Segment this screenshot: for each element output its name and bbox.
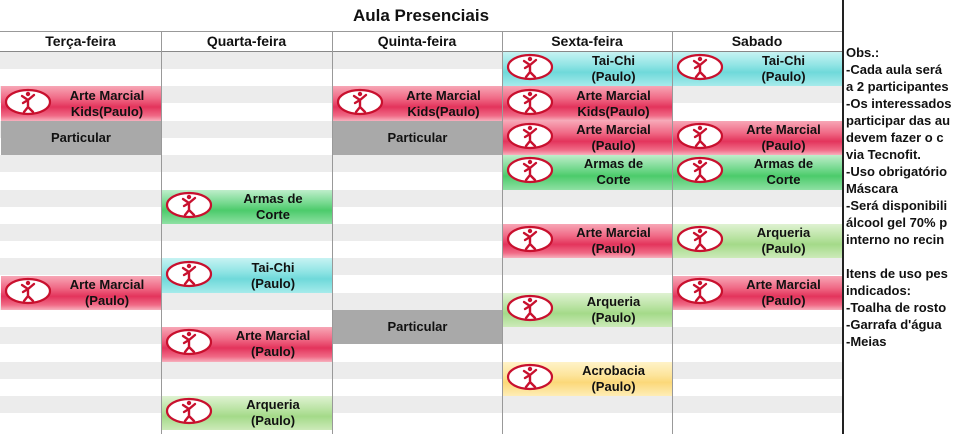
note-line: Itens de uso pes: [846, 266, 948, 281]
class-label-line: Arte Marcial: [576, 225, 651, 241]
note-line: -Uso obrigatório: [846, 164, 948, 179]
class-label-line: Arte Marcial: [576, 121, 651, 137]
class-block: [673, 52, 842, 86]
class-block: [503, 155, 672, 189]
class-label: [725, 121, 842, 155]
academy-logo-icon: [165, 397, 213, 429]
class-label-line: (Paulo): [591, 69, 636, 85]
day-header: Sexta-feira: [551, 33, 623, 49]
row-stripe: [0, 258, 842, 275]
academy-logo-icon: [506, 363, 554, 395]
class-label-line: Arte Marcial: [69, 87, 145, 103]
note-line: -Cada aula será: [846, 62, 943, 77]
academy-logo-icon: [676, 156, 724, 188]
academy-logo-icon: [506, 156, 554, 188]
row-stripe: [0, 396, 842, 413]
class-label: [214, 190, 332, 224]
class-label: [555, 121, 672, 155]
class-block: [673, 276, 842, 310]
note-line: -Garrafa d'água: [846, 317, 942, 332]
class-block: [673, 121, 842, 155]
class-label: [725, 276, 842, 310]
class-label-line: Particular: [387, 129, 448, 145]
class-label-line: Kids(Paulo): [70, 103, 144, 119]
class-label: [725, 52, 842, 86]
class-label-line: Acrobacia: [582, 362, 645, 378]
class-label: [214, 396, 332, 430]
class-label: [555, 362, 672, 396]
class-label-line: Armas de: [753, 156, 814, 172]
class-label-line: (Paulo): [761, 292, 806, 308]
class-label-line: Corte: [596, 172, 631, 188]
note-line: -Os interessados: [846, 96, 952, 111]
note-line: Máscara: [846, 181, 899, 196]
class-block: [503, 86, 672, 120]
note-line: indicados:: [846, 283, 912, 298]
class-label: [53, 276, 161, 310]
class-label-line: Arte Marcial: [235, 328, 311, 344]
private-block: [1, 121, 161, 155]
class-label: [1, 121, 161, 155]
class-label: [385, 86, 502, 120]
day-header-row: [0, 31, 842, 52]
class-block: [503, 52, 672, 86]
class-label-line: Kids(Paulo): [577, 103, 650, 119]
academy-logo-icon: [165, 260, 213, 292]
grid-border: [842, 0, 844, 434]
academy-logo-icon: [676, 122, 724, 154]
row-stripe: [0, 190, 842, 207]
class-label-line: Armas de: [243, 190, 303, 206]
class-block: [503, 362, 672, 396]
class-block: [503, 121, 672, 155]
class-block: [162, 396, 332, 430]
class-label-line: (Paulo): [591, 241, 636, 257]
note-line: [846, 248, 960, 265]
class-label-line: Arte Marcial: [746, 121, 821, 137]
class-label: [555, 224, 672, 258]
class-label-line: (Paulo): [761, 69, 806, 85]
class-label-line: (Paulo): [761, 241, 806, 257]
class-label-line: Tai-Chi: [591, 53, 636, 69]
class-label-line: (Paulo): [250, 344, 296, 360]
class-label-line: Corte: [256, 206, 290, 222]
class-block: [162, 327, 332, 361]
column-divider: [161, 31, 162, 434]
private-block: [333, 310, 502, 344]
academy-logo-icon: [676, 277, 724, 309]
note-line: -Será disponibili: [846, 198, 948, 213]
class-block: [333, 86, 502, 120]
class-block: [1, 86, 161, 120]
academy-logo-icon: [336, 88, 384, 120]
academy-logo-icon: [165, 191, 213, 223]
class-label-line: (Paulo): [250, 413, 296, 429]
class-label-line: Arqueria: [756, 225, 811, 241]
class-label-line: Particular: [387, 319, 448, 335]
class-label-line: (Paulo): [591, 378, 636, 394]
class-label-line: Arte Marcial: [69, 276, 145, 292]
academy-logo-icon: [506, 88, 554, 120]
day-header: Quinta-feira: [377, 33, 457, 49]
note-line: -Meias: [846, 334, 887, 349]
class-label: [333, 310, 502, 344]
class-label: [555, 293, 672, 327]
class-label-line: (Paulo): [84, 292, 130, 308]
class-label-line: (Paulo): [591, 309, 636, 325]
class-label: [555, 86, 672, 120]
class-label-line: Arte Marcial: [406, 87, 481, 103]
note-line: participar das au: [846, 113, 951, 128]
class-label: [333, 121, 502, 155]
class-label: [725, 224, 842, 258]
class-label: [53, 86, 161, 120]
class-block: [1, 276, 161, 310]
class-block: [673, 224, 842, 258]
class-block: [162, 258, 332, 292]
class-label: [555, 52, 672, 86]
note-line: interno no recin: [846, 232, 945, 247]
class-label-line: Arte Marcial: [576, 87, 651, 103]
class-label: [555, 155, 672, 189]
class-label-line: Armas de: [583, 156, 644, 172]
academy-logo-icon: [676, 53, 724, 85]
class-label-line: Particular: [51, 129, 111, 145]
day-header: Terça-feira: [45, 33, 116, 49]
schedule-title: Aula Presenciais: [0, 0, 842, 32]
class-label-line: Kids(Paulo): [407, 103, 480, 119]
academy-logo-icon: [506, 53, 554, 85]
class-label-line: Arqueria: [586, 293, 641, 309]
class-block: [503, 293, 672, 327]
note-line: Obs.:: [846, 45, 880, 60]
class-label: [214, 327, 332, 361]
private-block: [333, 121, 502, 155]
class-label-line: Corte: [766, 172, 801, 188]
class-block: [162, 190, 332, 224]
academy-logo-icon: [506, 225, 554, 257]
class-label-line: Arte Marcial: [746, 276, 821, 292]
class-block: [503, 224, 672, 258]
note-line: a 2 participantes: [846, 79, 949, 94]
academy-logo-icon: [4, 88, 52, 120]
class-label-line: (Paulo): [761, 137, 806, 153]
class-label: [214, 258, 332, 292]
academy-logo-icon: [4, 277, 52, 309]
note-line: via Tecnofit.: [846, 147, 921, 162]
academy-logo-icon: [506, 294, 554, 326]
class-label-line: Arqueria: [246, 397, 300, 413]
academy-logo-icon: [506, 122, 554, 154]
notes-panel: [846, 44, 960, 350]
class-label-line: Tai-Chi: [761, 53, 806, 69]
class-label: [725, 155, 842, 189]
note-line: devem fazer o c: [846, 130, 944, 145]
academy-logo-icon: [676, 225, 724, 257]
class-label-line: (Paulo): [591, 137, 636, 153]
day-header: Quarta-feira: [206, 33, 287, 49]
academy-logo-icon: [165, 328, 213, 360]
class-label-line: (Paulo): [250, 275, 296, 291]
class-label-line: Tai-Chi: [251, 259, 295, 275]
class-block: [673, 155, 842, 189]
note-line: álcool gel 70% p: [846, 215, 948, 230]
day-header: Sabado: [731, 33, 783, 49]
note-line: -Toalha de rosto: [846, 300, 947, 315]
row-stripe: [0, 362, 842, 379]
